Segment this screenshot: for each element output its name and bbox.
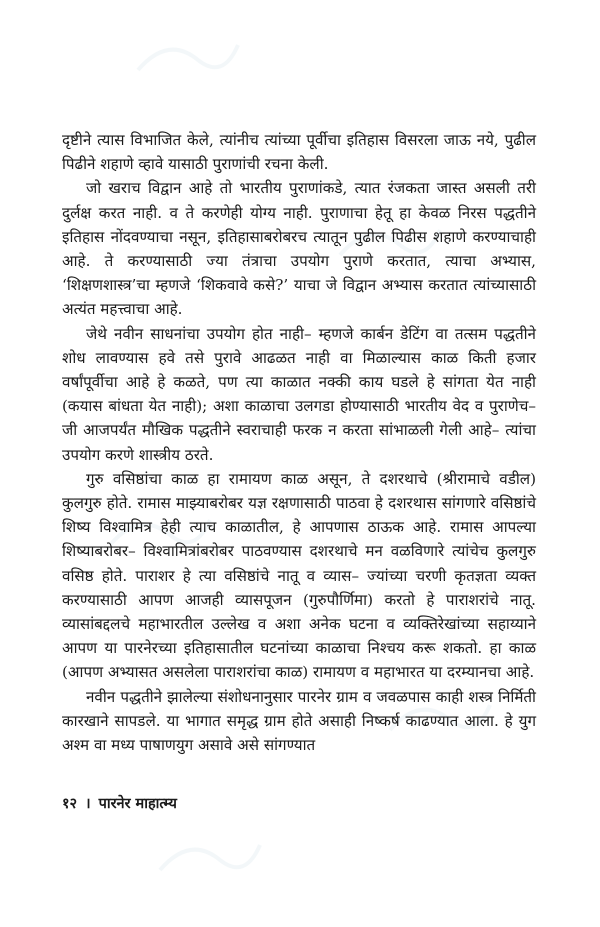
watermark-logo	[128, 30, 248, 90]
paragraph-5: नवीन पद्धतीने झालेल्या संशोधनानुसार पारनेर ग्राम व जवळपास काही शस्त्र निर्मिती कारखाने सापडले. या भागात समृद्ध ग्राम होते असाही निष्कर्ष काढण्यात आला. हे युग अश्म वा मध्य पाषाणयुग असावे असे सांगण्यात	[62, 687, 536, 755]
footer-separator: ।	[85, 796, 91, 812]
paragraph-3: जेथे नवीन साधनांचा उपयोग होत नाही– म्हणजे कार्बन डेटिंग वा तत्सम पद्धतीने शोध लावण्यास हवे तसे पुरावे आढळत नाही वा मिळाल्यास काळ किती हजार वर्षांपूर्वीचा आहे हे कळते, पण त्या काळात नक्की काय घडले हे सांगता येत नाही (कयास बांधता येत नाही); अशा काळाचा उलगडा होण्यासाठी भारतीय वेद व पुराणेच– जी आजपर्यंत मौखिक पद्धतीने स्वराचाही फरक न करता सांभाळली गेली आहे– त्यांचा उपयोग करणे शास्त्रीय ठरते.	[62, 324, 536, 464]
page-number: १२	[62, 796, 78, 812]
watermark-logo	[150, 830, 270, 890]
body-text	[62, 128, 536, 757]
paragraph-1: दृष्टीने त्यास विभाजित केले, त्यांनीच त्यांच्या पूर्वीचा इतिहास विसरला जाऊ नये, पुढील पिढीने शहाणे व्हावे यासाठी पुराणांची रचना केली.	[62, 131, 536, 174]
paragraph-4: गुरु वसिष्ठांचा काळ हा रामायण काळ असून, ते दशरथाचे (श्रीरामाचे वडील) कुलगुरु होते. रामास माझ्याबरोबर यज्ञ रक्षणासाठी पाठवा हे दशरथास सांगणारे वसिष्ठांचे शिष्य विश्वामित्र हेही त्याच काळातील, हे आपणास ठाऊक आहे. रामास आपल्या शिष्याबरोबर– विश्वामित्रांबरोबर पाठवण्यास दशरथाचे मन वळविणारे त्यांचेच कुलगुरु वसिष्ठ होते. पाराशर हे त्या वसिष्ठांचे नातू व व्यास– ज्यांच्या चरणी कृतज्ञता व्यक्त करण्यासाठी आपण आजही व्यासपूजन (गुरुपौर्णिमा) करतो हे पाराशरांचे नातू. व्यासांबद्दलचे महाभारतील उल्लेख व अशा अनेक घटना व व्यक्तिरेखांच्या सहाय्याने आपण या पारनेरच्या इतिहासातील घटनांच्या काळाचा निश्चय करू शकतो. हा काळ (आपण अभ्यासत असलेला पाराशरांचा काळ) रामायण व महाभारत या दरम्यानचा आहे.	[62, 469, 536, 682]
book-title: पारनेर माहात्म्य	[98, 796, 177, 812]
paragraph-2: जो खराच विद्वान आहे तो भारतीय पुराणांकडे, त्यात रंजकता जास्त असली तरी दुर्लक्ष करत नाही. व ते करणेही योग्य नाही. पुराणाचा हेतू हा केवळ निरस पद्धतीने इतिहास नोंदवण्याचा नसून, इतिहासाबरोबरच त्यातून पुढील पिढीस शहाणे करण्याचाही आहे. ते करण्यासाठी ज्या तंत्राचा उपयोग पुराणे करतात, त्याचा अभ्यास, ‘शिक्षणशास्त्र’चा म्हणजे ‘शिकवावे कसे?’ याचा जे विद्वान अभ्यास करतात त्यांच्यासाठी अत्यंत महत्त्वाचा आहे.	[62, 179, 536, 319]
page-footer	[62, 793, 177, 813]
